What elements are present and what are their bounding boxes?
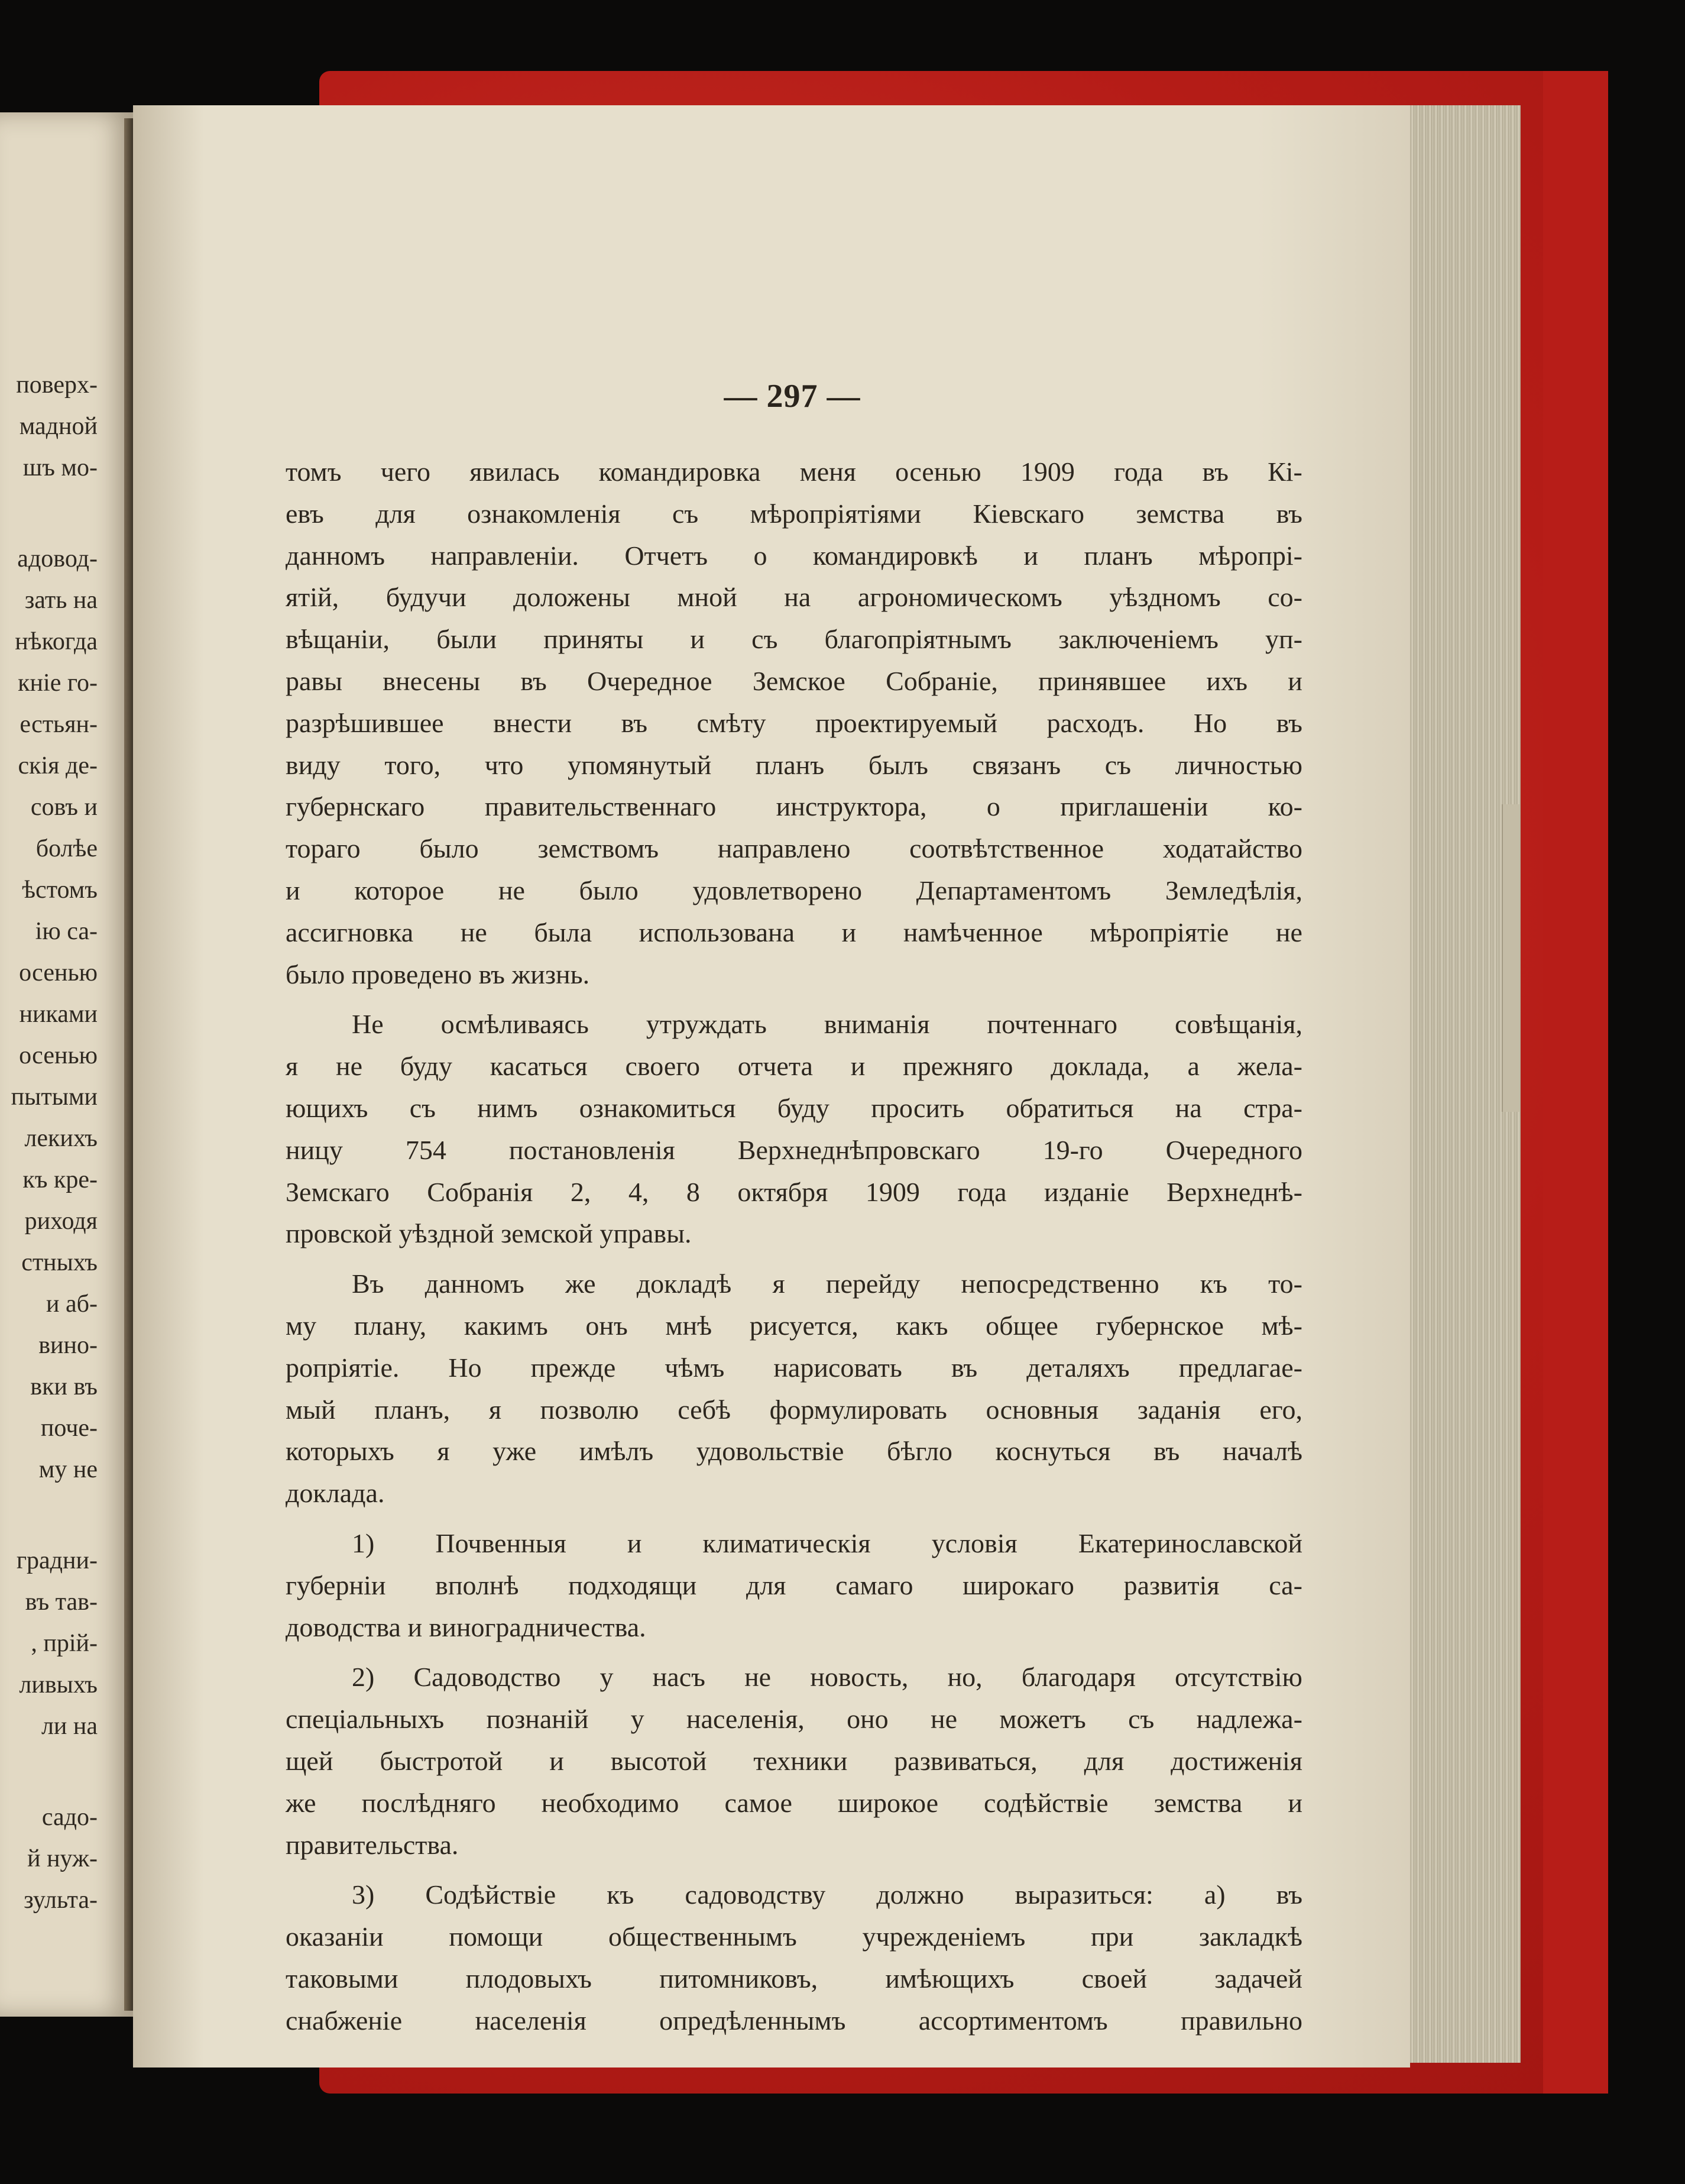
paragraph [286, 1656, 1302, 1866]
previous-page-line: лекихъ [24, 1125, 98, 1152]
text-line: которыхъ я уже имѣлъ удовольствіе бѣгло коснуться въ началѣ [286, 1436, 1302, 1467]
previous-page-line: нѣкогда [15, 628, 98, 655]
paragraph [286, 1263, 1302, 1515]
paragraph [286, 1874, 1302, 2041]
previous-page-line: кніе го- [18, 669, 98, 697]
paragraph-gap [286, 1515, 1302, 1523]
page-number: — 297 — [724, 378, 861, 415]
text-line: 1) Почвенныя и климатическія условія Екатеринославской [352, 1528, 1302, 1558]
previous-page-line: градни- [16, 1547, 98, 1574]
previous-page-line: скія де- [18, 752, 98, 779]
previous-page-line: мадной [19, 413, 98, 440]
text-line: Земскаго Собранія 2, 4, 8 октября 1909 года изданіе Верхнеднѣ- [286, 1176, 1302, 1207]
text-line: доводства и виноградничества. [286, 1612, 646, 1642]
text-line: я не буду касаться своего отчета и прежняго доклада, а жела- [286, 1051, 1302, 1082]
previous-page-line: зульта- [24, 1887, 98, 1914]
previous-page-line: ію са- [35, 918, 98, 945]
previous-page-gap [0, 1747, 98, 1797]
previous-page-line: осенью [19, 959, 98, 986]
previous-page-line: ливыхъ [19, 1671, 98, 1698]
previous-page-line: совъ и [30, 794, 98, 821]
cover-edge [1543, 71, 1608, 2094]
text-line: правительства. [286, 1829, 459, 1860]
previous-page-line: и аб- [46, 1290, 98, 1318]
previous-page-line: вки въ [30, 1373, 98, 1400]
previous-page-gap [0, 488, 98, 538]
previous-page-line: естьян- [20, 711, 98, 738]
previous-page-line: въ тав- [25, 1588, 98, 1616]
text-line: евъ для ознакомленія съ мѣропріятіями Кіевскаго земства въ [286, 498, 1302, 529]
previous-page-line: стныхъ [21, 1249, 98, 1276]
text-line: же послѣдняго необходимо самое широкое содѣйствіе земства и [286, 1787, 1302, 1818]
previous-page [0, 112, 133, 2017]
previous-page-line: болѣе [35, 835, 98, 862]
paragraph [286, 451, 1302, 995]
paragraph [286, 1523, 1302, 1648]
text-line: Не осмѣливаясь утруждать вниманія почтеннаго совѣщанія, [352, 1009, 1302, 1040]
previous-page-line: зать на [24, 587, 98, 614]
text-line: Въ данномъ же докладѣ я перейду непосредственно къ то- [352, 1269, 1302, 1299]
page-edge-tear [1502, 804, 1519, 1112]
text-line: му плану, какимъ онъ мнѣ рисуется, какъ общее губернское мѣ- [286, 1310, 1302, 1341]
paragraph-gap [286, 1255, 1302, 1263]
paragraph-gap [286, 995, 1302, 1004]
previous-page-line: садо- [41, 1804, 98, 1831]
paragraph-gap [286, 1866, 1302, 1874]
previous-page-line: ли на [41, 1713, 98, 1740]
text-line: тораго было земствомъ направлено соотвѣтственное ходатайство [286, 833, 1302, 864]
text-line: томъ чего явилась командировка меня осенью 1909 года въ Кі- [286, 457, 1302, 487]
previous-page-line: й нуж- [27, 1845, 98, 1872]
paragraph-gap [286, 1648, 1302, 1656]
previous-page-line: пытыми [11, 1083, 98, 1111]
text-line: 3) Содѣйствіе къ садоводству должно выразиться: а) въ [352, 1879, 1302, 1910]
text-line: ропріятіе. Но прежде чѣмъ нарисовать въ деталяхъ предлагае- [286, 1352, 1302, 1383]
text-line: и которое не было удовлетворено Департаментомъ Земледѣлія, [286, 875, 1302, 905]
previous-page-line: , прій- [31, 1630, 98, 1657]
previous-page-line: осенью [19, 1042, 98, 1069]
current-page [133, 105, 1410, 2067]
text-line: таковыми плодовыхъ питомниковъ, имѣющихъ своей задачей [286, 1963, 1302, 1994]
previous-page-line: поверх- [16, 371, 98, 399]
previous-page-line: къ кре- [22, 1166, 98, 1193]
page-body [286, 451, 1302, 2041]
previous-page-text [0, 364, 98, 1921]
text-line: равы внесены въ Очередное Земское Собраніе, принявшее ихъ и [286, 665, 1302, 696]
text-line: ассигновка не была использована и намѣченное мѣропріятіе не [286, 917, 1302, 947]
previous-page-line: поче- [40, 1415, 98, 1442]
text-line: было проведено въ жизнь. [286, 959, 590, 989]
text-line: снабженіе населенія опредѣленнымъ ассортиментомъ правильно [286, 2005, 1302, 2036]
text-line: данномъ направленіи. Отчетъ о командировкѣ и планъ мѣропрі- [286, 540, 1302, 571]
text-line: ющихъ съ нимъ ознакомиться буду просить обратиться на стра- [286, 1092, 1302, 1123]
text-line: доклада. [286, 1478, 385, 1509]
text-line: разрѣшившее внести въ смѣту проектируемый расходъ. Но въ [286, 707, 1302, 738]
text-line: ницу 754 постановленія Верхнеднѣпровскаго 19-го Очередного [286, 1134, 1302, 1165]
text-line: оказаніи помощи общественнымъ учрежденіемъ при закладкѣ [286, 1921, 1302, 1952]
text-line: провской уѣздной земской управы. [286, 1218, 692, 1249]
previous-page-line: вино- [38, 1332, 98, 1359]
text-line: виду того, что упомянутый планъ былъ связанъ съ личностью [286, 749, 1302, 780]
paragraph [286, 1004, 1302, 1255]
previous-page-line: риходя [24, 1208, 98, 1235]
text-line: губернскаго правительственнаго инструктора, о приглашеніи ко- [286, 791, 1302, 822]
previous-page-gap [0, 1490, 98, 1540]
text-line: 2) Садоводство у насъ не новость, но, благодаря отсутствію [352, 1662, 1302, 1693]
text-line: спеціальныхъ познаній у населенія, оно не можетъ съ надлежа- [286, 1704, 1302, 1735]
previous-page-line: шъ мо- [22, 454, 98, 481]
previous-page-line: ѣстомъ [22, 876, 98, 904]
previous-page-line: никами [19, 1001, 98, 1028]
text-line: ятій, будучи доложены мной на агрономическомъ уѣздномъ со- [286, 582, 1302, 613]
text-line: вѣщаніи, были приняты и съ благопріятнымъ заключеніемъ уп- [286, 624, 1302, 655]
text-line: щей быстротой и высотой техники развиваться, для достиженія [286, 1745, 1302, 1776]
previous-page-line: адовод- [17, 545, 98, 572]
previous-page-line: му не [38, 1456, 98, 1483]
text-line: мый планъ, я позволю себѣ формулировать основныя заданія его, [286, 1394, 1302, 1425]
text-line: губерніи вполнѣ подходящи для самаго широкаго развитія са- [286, 1570, 1302, 1600]
